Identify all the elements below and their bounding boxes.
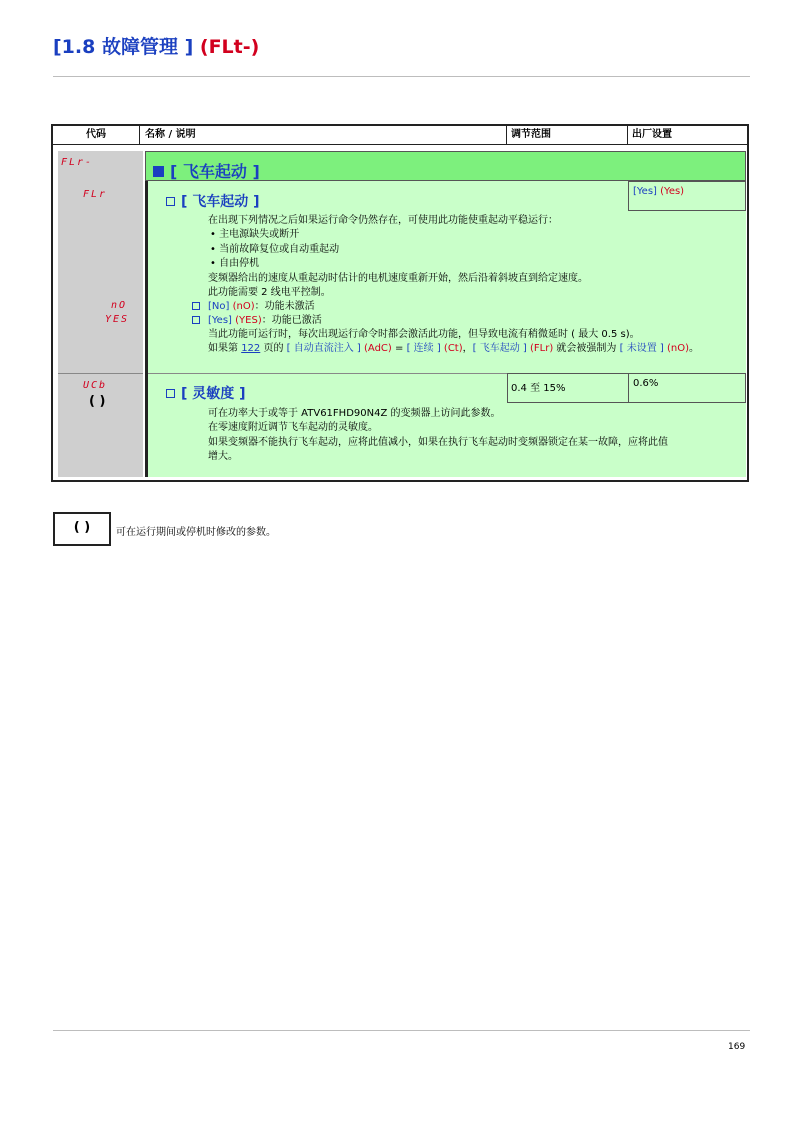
ucb-title: [ 灵敏度 ] bbox=[181, 386, 246, 402]
option-name: [Yes] bbox=[208, 315, 232, 326]
option-desc: ：功能未激活 bbox=[254, 301, 315, 312]
option-abbr: (YES) bbox=[235, 315, 262, 326]
ucb-code: UCb bbox=[83, 380, 108, 391]
param-code: (nO) bbox=[666, 343, 689, 354]
bullet-item: • 主电源缺失或断开 bbox=[210, 229, 300, 241]
page-link[interactable]: 122 bbox=[241, 343, 261, 354]
param-name: [ 未设置 ] bbox=[619, 343, 664, 354]
desc-line: 增大。 bbox=[208, 451, 238, 463]
checkbox-outline-icon bbox=[192, 302, 200, 310]
flr-factory-name: [Yes] bbox=[633, 186, 657, 197]
flr-factory-code: (Yes) bbox=[660, 186, 685, 197]
desc-line: 变频器给出的速度从重起动时估计的电机速度重新开始，然后沿着斜坡直到给定速度。 bbox=[208, 272, 588, 284]
desc-line: 在出现下列情况之后如果运行命令仍然存在，可使用此功能使重起动平稳运行： bbox=[208, 215, 558, 226]
desc-line: 可在功率大于或等于 ATV61FHD90N4Z 的变频器上访问此参数。 bbox=[208, 408, 501, 419]
bottom-divider bbox=[53, 1030, 750, 1031]
col-header-factory: 出厂设置 bbox=[632, 129, 672, 140]
page-number: 169 bbox=[728, 1042, 746, 1052]
bullet-item: • 自由停机 bbox=[210, 258, 260, 270]
param-code: (FLr) bbox=[530, 343, 554, 354]
note-text: 。 bbox=[688, 343, 699, 354]
flr-code: FLr bbox=[83, 189, 108, 200]
section-title: [ 飞车起动 ] bbox=[170, 162, 260, 181]
option-no bbox=[192, 300, 315, 314]
col-header-name: 名称 / 说明 bbox=[140, 126, 507, 144]
note-text: 如果第 bbox=[208, 343, 242, 354]
title-code: (FLt-) bbox=[199, 36, 260, 58]
param-name: [ 连续 ] bbox=[406, 343, 441, 354]
flr-factory bbox=[633, 186, 684, 197]
note-text: 页的 bbox=[260, 343, 287, 354]
flr-note-1: 当此功能可运行时，每次出现运行命令时都会激活此功能，但导致电流有稍微延时 ( 最大 0.5 s)。 bbox=[208, 329, 640, 340]
ucb-title-row bbox=[166, 383, 246, 403]
col-header-range: 调节范围 bbox=[507, 126, 628, 144]
option-name: [No] bbox=[208, 301, 230, 312]
checkbox-outline-icon bbox=[166, 389, 175, 398]
code-row-divider bbox=[58, 373, 143, 374]
flr-note-2 bbox=[208, 342, 699, 356]
col-header-code: 代码 bbox=[53, 126, 140, 144]
param-code: (AdC) bbox=[364, 343, 392, 354]
cycle-arrows-icon: ( ) bbox=[73, 520, 91, 535]
flr-description bbox=[208, 214, 588, 300]
section-code: FLr- bbox=[61, 157, 94, 168]
checkbox-outline-icon bbox=[166, 197, 175, 206]
parameter-table bbox=[51, 124, 749, 482]
option-code-no: nO bbox=[111, 300, 128, 311]
desc-line: 此功能需要 2 线电平控制。 bbox=[208, 287, 331, 299]
note-text: ， bbox=[462, 343, 473, 354]
cycle-arrows-icon: ( ) bbox=[89, 394, 106, 409]
note-text: 就会被强制为 bbox=[553, 343, 620, 354]
page-title bbox=[53, 32, 259, 59]
filled-square-icon bbox=[153, 166, 164, 177]
note-text: = bbox=[391, 343, 407, 354]
bullet-item: • 当前故障复位或自动重起动 bbox=[210, 243, 340, 255]
desc-line: 在零速度附近调节飞车起动的灵敏度。 bbox=[208, 422, 378, 434]
title-main: [1.8 故障管理 ] bbox=[53, 36, 194, 58]
param-code: (Ct) bbox=[443, 343, 463, 354]
checkbox-outline-icon bbox=[192, 316, 200, 324]
legend-text: 可在运行期间或停机时修改的参数。 bbox=[116, 527, 276, 538]
ucb-description bbox=[208, 407, 668, 465]
flr-title: [ 飞车起动 ] bbox=[181, 194, 260, 210]
ucb-factory: 0.6% bbox=[633, 378, 659, 389]
option-yes bbox=[192, 314, 322, 328]
section-title-row bbox=[153, 159, 260, 182]
option-desc: ：功能已激活 bbox=[261, 315, 322, 326]
flr-title-row bbox=[166, 191, 260, 211]
legend-icon-box bbox=[53, 512, 111, 546]
param-name: [ 自动直流注入 ] bbox=[286, 343, 361, 354]
header-divider bbox=[53, 144, 747, 145]
param-name: [ 飞车起动 ] bbox=[472, 343, 527, 354]
desc-line: 如果变频器不能执行飞车起动，应将此值减小，如果在执行飞车起动时变频器锁定在某一故障，应将此值 bbox=[208, 436, 668, 448]
option-code-yes: YES bbox=[105, 314, 130, 325]
top-divider bbox=[53, 76, 750, 77]
option-abbr: (nO) bbox=[232, 301, 255, 312]
ucb-range: 0.4 至 15% bbox=[511, 383, 566, 394]
